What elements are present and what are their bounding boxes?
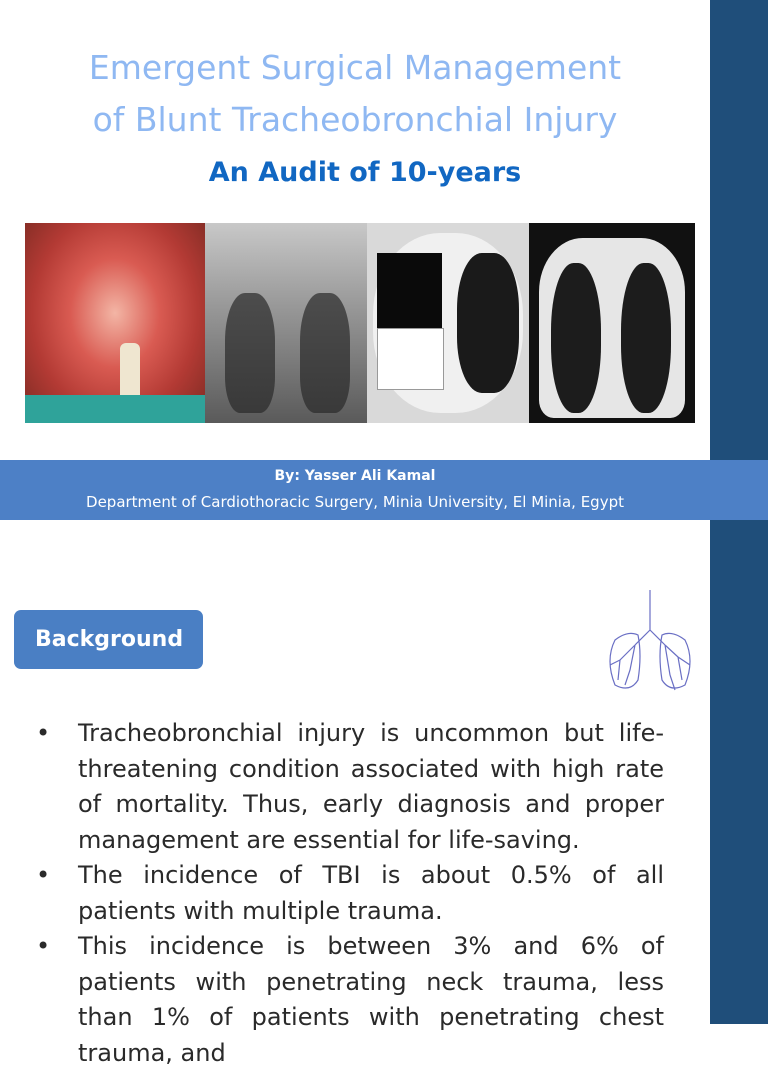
ct-coronal-left-lung (551, 263, 601, 413)
ct-coronal-right-lung (621, 263, 671, 413)
bullet-list (36, 716, 664, 1071)
list-item: • The incidence of TBI is about 0.5% of all patients with multiple trauma. (36, 858, 664, 929)
author-band (0, 460, 768, 520)
background-section-label: Background (14, 610, 203, 669)
ct-right-lung (457, 253, 519, 393)
page-title (40, 42, 670, 146)
page-subtitle: An Audit of 10-years (208, 157, 522, 188)
title-line-1: Emergent Surgical Management (88, 48, 622, 87)
axial-ct-scan (367, 223, 529, 423)
author-department: Department of Cardiothoracic Surgery, Minia University, El Minia, Egypt (86, 493, 624, 511)
xray-right-lung (300, 293, 350, 413)
lung-illustration-icon (600, 585, 700, 695)
author-name: By: Yasser Ali Kamal (274, 468, 436, 484)
image-strip (25, 223, 695, 423)
ct-left-lung-lower (377, 328, 444, 390)
title-line-2: of Blunt Tracheobronchial Injury (92, 100, 618, 139)
list-item: • Tracheobronchial injury is uncommon but life-threatening condition associated with high rate of mortality. Thus, early diagnosis and proper management are essential for life-saving. (36, 716, 664, 858)
xray-left-lung (225, 293, 275, 413)
surgical-photo (25, 223, 205, 423)
surgical-drape (25, 395, 205, 423)
coronal-ct-scan (529, 223, 695, 423)
list-item: • This incidence is between 3% and 6% of patients with penetrating neck trauma, less than 1% of patients with penetrating chest trauma, and (36, 929, 664, 1071)
tracheal-tube (120, 343, 140, 403)
coronal-xray (205, 223, 367, 423)
ct-left-lung (377, 253, 442, 328)
